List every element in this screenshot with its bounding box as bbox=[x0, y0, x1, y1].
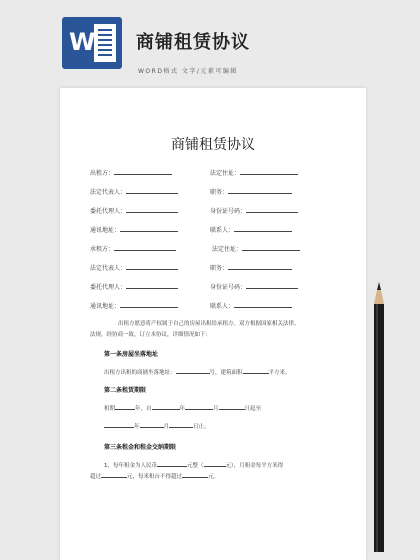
word-document-icon bbox=[62, 17, 122, 69]
field-lessee bbox=[90, 244, 176, 254]
blank-line[interactable] bbox=[120, 225, 178, 232]
section-3-text: 元），月租金每平方米得 bbox=[225, 463, 284, 469]
section-2-text: 年 bbox=[179, 406, 186, 412]
blank-line[interactable] bbox=[126, 187, 178, 194]
section-1-text bbox=[104, 367, 291, 378]
field-agent bbox=[90, 206, 178, 216]
blank-line[interactable] bbox=[169, 421, 193, 428]
section-1-text-b: 号，建筑面积 bbox=[209, 370, 243, 376]
blank-line[interactable] bbox=[104, 421, 134, 428]
blank-line[interactable] bbox=[240, 168, 298, 175]
blank-line[interactable] bbox=[182, 471, 208, 478]
section-3-line-2 bbox=[90, 471, 219, 482]
blank-line[interactable] bbox=[114, 168, 172, 175]
section-2-text: 租期 bbox=[104, 406, 116, 412]
section-2-line-2 bbox=[104, 421, 210, 432]
header-banner bbox=[0, 0, 420, 84]
field-label: 联系人： bbox=[210, 227, 235, 234]
field-label: 职务： bbox=[210, 189, 229, 196]
field-label: 通讯地址： bbox=[90, 227, 121, 234]
blank-line[interactable] bbox=[126, 282, 178, 289]
header-title: 商铺租赁协议 bbox=[136, 32, 250, 53]
pencil-image bbox=[373, 282, 385, 552]
intro-line-1: 出租方愿意将产权属于自己的房屋出租给承租方。双方根据国家相关法律、 bbox=[118, 321, 300, 327]
field-id-number-2 bbox=[210, 282, 298, 292]
word-page-graphic bbox=[94, 24, 116, 62]
blank-line[interactable] bbox=[152, 403, 180, 410]
section-3-text: 超过 bbox=[90, 474, 102, 480]
field-label: 委托代理人： bbox=[90, 208, 127, 215]
field-label: 承租方： bbox=[90, 246, 115, 253]
field-id-number bbox=[210, 206, 298, 216]
section-2-title: 第二条租赁期限 bbox=[104, 387, 147, 394]
blank-line[interactable] bbox=[101, 471, 127, 478]
blank-line[interactable] bbox=[243, 367, 269, 374]
section-1-text-a: 出租方出租的商铺坐落地址： bbox=[104, 370, 176, 376]
field-label: 职务： bbox=[210, 265, 229, 272]
field-label: 法定代表人： bbox=[90, 189, 127, 196]
intro-line-2: 法规，经协商一致，订立本协议，详细情况如下： bbox=[90, 332, 212, 338]
field-legal-rep-2 bbox=[90, 263, 178, 273]
section-1-text-c: 平方米。 bbox=[268, 370, 291, 376]
section-3-line-1 bbox=[104, 460, 283, 471]
field-lessor bbox=[90, 168, 172, 178]
section-3-text: 元整（ bbox=[187, 463, 204, 469]
section-2-text: 月 bbox=[163, 424, 170, 430]
field-label: 法定住址： bbox=[212, 246, 243, 253]
blank-line[interactable] bbox=[114, 244, 176, 251]
blank-line[interactable] bbox=[204, 460, 226, 467]
section-3-text: 元。 bbox=[208, 474, 220, 480]
field-mail-address bbox=[90, 225, 178, 235]
blank-line[interactable] bbox=[246, 282, 298, 289]
field-contact bbox=[210, 225, 292, 235]
field-label: 出租方： bbox=[90, 170, 115, 177]
blank-line[interactable] bbox=[234, 301, 292, 308]
field-lessor-address bbox=[210, 168, 298, 178]
section-2-text: 日起至 bbox=[244, 406, 262, 412]
field-mail-address-2 bbox=[90, 301, 178, 311]
blank-line[interactable] bbox=[246, 206, 298, 213]
header-subtitle: WORD格式 文字/元素可编辑 bbox=[138, 68, 238, 75]
blank-line[interactable] bbox=[228, 187, 292, 194]
section-1-title: 第一条房屋坐落地址 bbox=[104, 351, 159, 358]
section-3-title: 第三条租金和租金交纳期限 bbox=[104, 444, 177, 451]
blank-line[interactable] bbox=[228, 263, 292, 270]
blank-line[interactable] bbox=[234, 225, 292, 232]
field-position-2 bbox=[210, 263, 292, 273]
section-2-text: 日止。 bbox=[193, 424, 210, 430]
blank-line[interactable] bbox=[120, 301, 178, 308]
document-page bbox=[60, 88, 366, 560]
field-agent-2 bbox=[90, 282, 178, 292]
field-label: 法定代表人： bbox=[90, 265, 127, 272]
field-label: 身份证号码： bbox=[210, 208, 247, 215]
blank-line[interactable] bbox=[157, 460, 187, 467]
field-lessee-address bbox=[212, 244, 300, 254]
blank-line[interactable] bbox=[126, 263, 178, 270]
field-position bbox=[210, 187, 292, 197]
blank-line[interactable] bbox=[242, 244, 300, 251]
field-legal-rep bbox=[90, 187, 178, 197]
section-3-text: 元，每米租台不得超过 bbox=[127, 474, 183, 480]
section-2-line-1 bbox=[104, 403, 261, 414]
word-icon-letter: W bbox=[69, 28, 96, 56]
blank-line[interactable] bbox=[219, 403, 245, 410]
blank-line[interactable] bbox=[126, 206, 178, 213]
blank-line[interactable] bbox=[176, 367, 210, 374]
section-2-text: 年，自 bbox=[135, 406, 152, 412]
field-label: 通讯地址： bbox=[90, 303, 121, 310]
field-label: 身份证号码： bbox=[210, 284, 247, 291]
field-label: 联系人： bbox=[210, 303, 235, 310]
section-3-text: 1、每年租金为人民币 bbox=[104, 463, 157, 469]
field-label: 法定住址： bbox=[210, 170, 241, 177]
field-label: 委托代理人： bbox=[90, 284, 127, 291]
field-contact-2 bbox=[210, 301, 292, 311]
blank-line[interactable] bbox=[115, 403, 135, 410]
blank-line[interactable] bbox=[185, 403, 213, 410]
section-2-text: 月 bbox=[213, 406, 219, 412]
section-2-text: 年 bbox=[134, 424, 140, 430]
blank-line[interactable] bbox=[140, 421, 164, 428]
document-title: 商铺租赁协议 bbox=[171, 137, 255, 153]
